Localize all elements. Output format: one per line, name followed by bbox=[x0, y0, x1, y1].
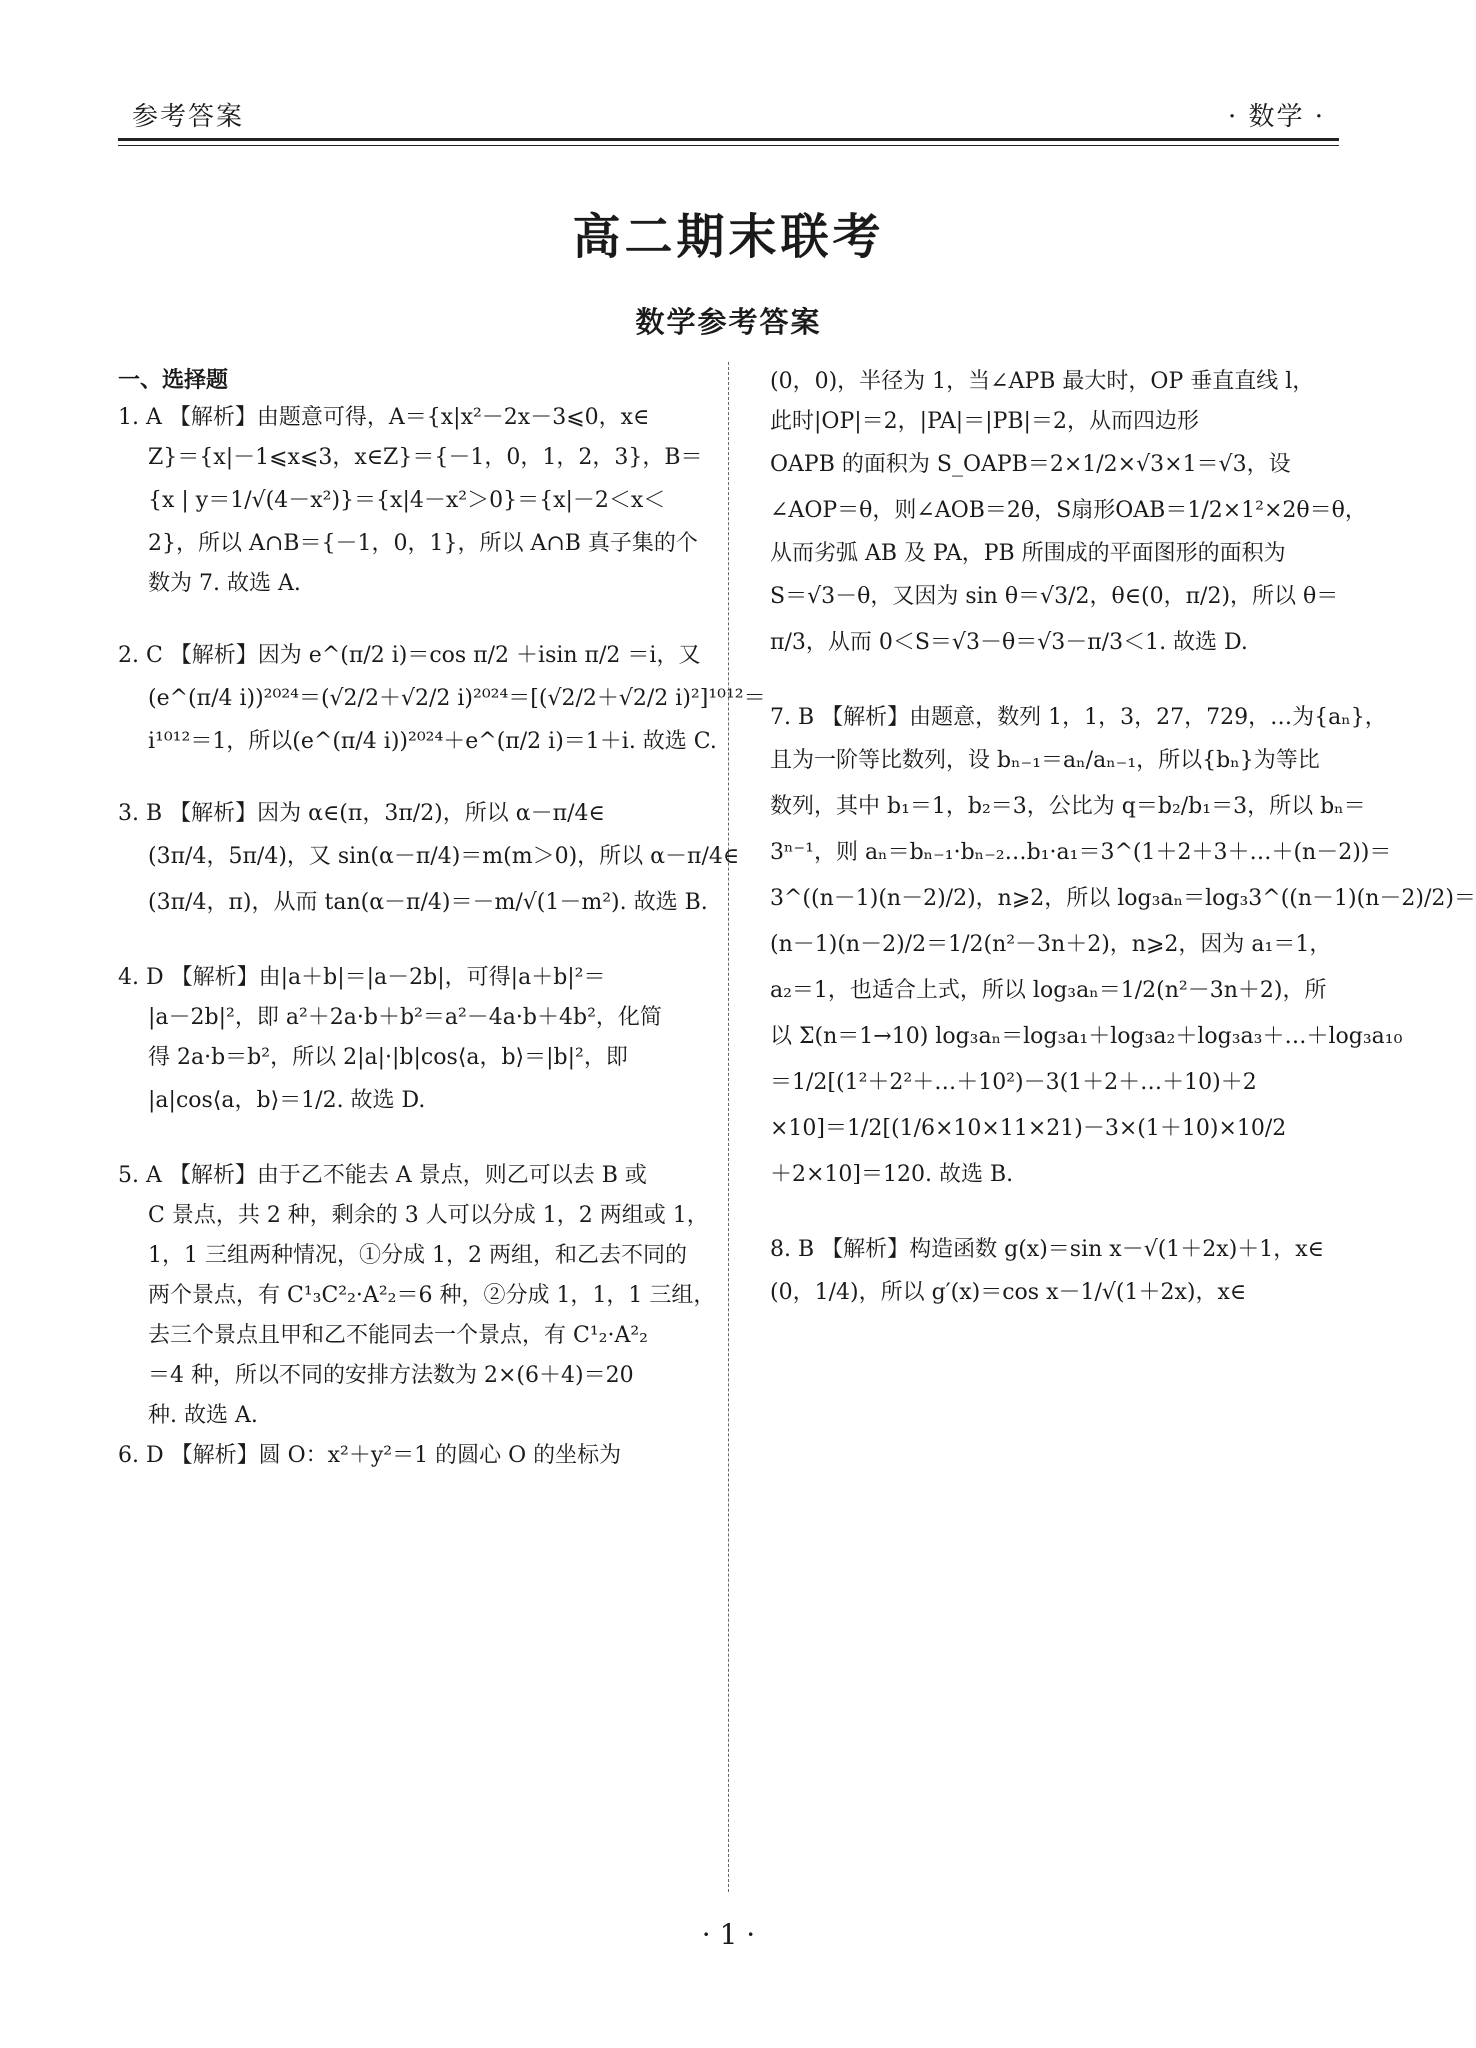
header-label: 参考答案 bbox=[132, 102, 245, 132]
answer-line: 8. B 【解析】构造函数 g(x)＝sin x－√(1＋2x)＋1，x∈ bbox=[770, 1237, 1324, 1262]
answer-line: |a－2b|²，即 a²＋2a·b＋b²＝a²－4a·b＋4b²，化简 bbox=[148, 1005, 662, 1030]
answer-line: 去三个景点且甲和乙不能同去一个景点，有 C¹₂·A²₂ bbox=[148, 1323, 648, 1348]
answer-line: OAPB 的面积为 S_OAPB＝2×1/2×√3×1＝√3，设 bbox=[770, 452, 1291, 477]
answer-line: |a|cos⟨a，b⟩＝1/2. 故选 D. bbox=[148, 1088, 426, 1113]
answer-line: 从而劣弧 AB 及 PA，PB 所围成的平面图形的面积为 bbox=[770, 541, 1286, 566]
answer-line: (e^(π/4 i))²⁰²⁴＝(√2/2＋√2/2 i)²⁰²⁴＝[(√2/2＋√2/2 i)²]¹⁰¹²＝ bbox=[148, 686, 766, 711]
answer-line: ＋2×10]＝120. 故选 B. bbox=[770, 1162, 1014, 1187]
section-heading: 一、选择题 bbox=[118, 367, 229, 393]
answer-line: S＝√3－θ，又因为 sin θ＝√3/2，θ∈(0，π/2)，所以 θ＝ bbox=[770, 584, 1339, 609]
right-column bbox=[770, 362, 1476, 1316]
page-header bbox=[118, 96, 1339, 132]
answer-line: 数为 7. 故选 A. bbox=[148, 571, 301, 596]
answer-line: {x | y＝1/√(4－x²)}＝{x|4－x²＞0}＝{x|－2＜x＜ bbox=[148, 488, 666, 513]
answer-line: ＝4 种，所以不同的安排方法数为 2×(6＋4)＝20 bbox=[148, 1363, 634, 1388]
answer-line: 2. C 【解析】因为 e^(π/2 i)＝cos π/2 ＋isin π/2 ＝i，又 bbox=[118, 643, 701, 668]
answer-line: ∠AOP＝θ，则∠AOB＝2θ，S扇形OAB＝1/2×1²×2θ＝θ， bbox=[770, 498, 1367, 523]
answer-line: ＝1/2[(1²＋2²＋…＋10²)－3(1＋2＋…＋10)＋2 bbox=[770, 1070, 1257, 1095]
answer-line: 此时|OP|＝2，|PA|＝|PB|＝2，从而四边形 bbox=[770, 409, 1199, 434]
answer-line: 7. B 【解析】由题意，数列 1，1，3，27，729，…为{aₙ}， bbox=[770, 705, 1387, 730]
answer-line: 5. A 【解析】由于乙不能去 A 景点，则乙可以去 B 或 bbox=[118, 1163, 647, 1188]
answer-line: a₂＝1，也适合上式，所以 log₃aₙ＝1/2(n²－3n＋2)，所 bbox=[770, 978, 1327, 1003]
header-subject: · 数学 · bbox=[1227, 102, 1325, 132]
page-title: 高二期末联考 bbox=[572, 209, 885, 265]
page-subtitle: 数学参考答案 bbox=[635, 305, 822, 339]
answer-line: 得 2a·b＝b²，所以 2|a|·|b|cos⟨a，b⟩＝|b|²，即 bbox=[148, 1045, 628, 1070]
answer-line: 两个景点，有 C¹₃C²₂·A²₂＝6 种，②分成 1，1，1 三组， bbox=[148, 1283, 716, 1308]
answer-line: (3π/4，π)，从而 tan(α－π/4)＝－m/√(1－m²). 故选 B. bbox=[148, 890, 708, 915]
answer-line: (n－1)(n－2)/2＝1/2(n²－3n＋2)，n⩾2，因为 a₁＝1， bbox=[770, 932, 1332, 957]
right-answer-lines bbox=[770, 362, 1476, 1316]
answer-line: (0，0)，半径为 1，当∠APB 最大时，OP 垂直直线 l， bbox=[770, 369, 1315, 394]
answer-line: C 景点，共 2 种，剩余的 3 人可以分成 1，2 两组或 1， bbox=[148, 1203, 709, 1228]
answer-line: 1，1 三组两种情况，①分成 1，2 两组，和乙去不同的 bbox=[148, 1243, 687, 1268]
answer-line: (0，1/4)，所以 g′(x)＝cos x－1/√(1＋2x)，x∈ bbox=[770, 1280, 1247, 1305]
header-rule-thick bbox=[118, 138, 1339, 141]
answer-line: 2}，所以 A∩B＝{－1，0，1}，所以 A∩B 真子集的个 bbox=[148, 531, 698, 556]
answer-line: 3. B 【解析】因为 α∈(π，3π/2)，所以 α－π/4∈ bbox=[118, 801, 605, 826]
left-column bbox=[118, 362, 766, 1476]
answer-line: ×10]＝1/2[(1/6×10×11×21)－3×(1＋10)×10/2 bbox=[770, 1116, 1287, 1141]
answer-line: 4. D 【解析】由|a＋b|＝|a－2b|，可得|a＋b|²＝ bbox=[118, 965, 606, 990]
answer-line: i¹⁰¹²＝1，所以(e^(π/4 i))²⁰²⁴＋e^(π/2 i)＝1＋i. 故选 C. bbox=[148, 729, 717, 754]
answer-line: 且为一阶等比数列，设 bₙ₋₁＝aₙ/aₙ₋₁，所以{bₙ}为等比 bbox=[770, 748, 1320, 773]
answer-line: (3π/4，5π/4)，又 sin(α－π/4)＝m(m＞0)，所以 α－π/4∈ bbox=[148, 844, 740, 869]
answer-line: 数列，其中 b₁＝1，b₂＝3，公比为 q＝b₂/b₁＝3，所以 bₙ＝ bbox=[770, 794, 1366, 819]
answer-line: 6. D 【解析】圆 O：x²＋y²＝1 的圆心 O 的坐标为 bbox=[118, 1443, 622, 1468]
answer-line: 以 Σ(n＝1→10) log₃aₙ＝log₃a₁＋log₃a₂＋log₃a₃＋…＋log₃a₁₀ bbox=[770, 1024, 1403, 1049]
answer-line: 1. A 【解析】由题意可得，A＝{x|x²－2x－3⩽0，x∈ bbox=[118, 405, 650, 430]
answer-line: 3^((n－1)(n－2)/2)，n⩾2，所以 log₃aₙ＝log₃3^((n－1)(n－2)/2)＝ bbox=[770, 886, 1476, 911]
header-rule-thin bbox=[118, 145, 1339, 146]
left-answer-lines bbox=[118, 398, 766, 1476]
answer-line: π/3，从而 0＜S＝√3－θ＝√3－π/3＜1. 故选 D. bbox=[770, 630, 1248, 655]
answer-line: Z}＝{x|－1⩽x⩽3，x∈Z}＝{－1，0，1，2，3}，B＝ bbox=[148, 445, 703, 470]
answer-line: 种. 故选 A. bbox=[148, 1403, 258, 1428]
page-number: · 1 · bbox=[701, 1918, 756, 1951]
column-divider bbox=[728, 362, 729, 1892]
answer-line: 3ⁿ⁻¹，则 aₙ＝bₙ₋₁·bₙ₋₂…b₁·a₁＝3^(1＋2＋3＋…＋(n－2))＝ bbox=[770, 840, 1392, 865]
